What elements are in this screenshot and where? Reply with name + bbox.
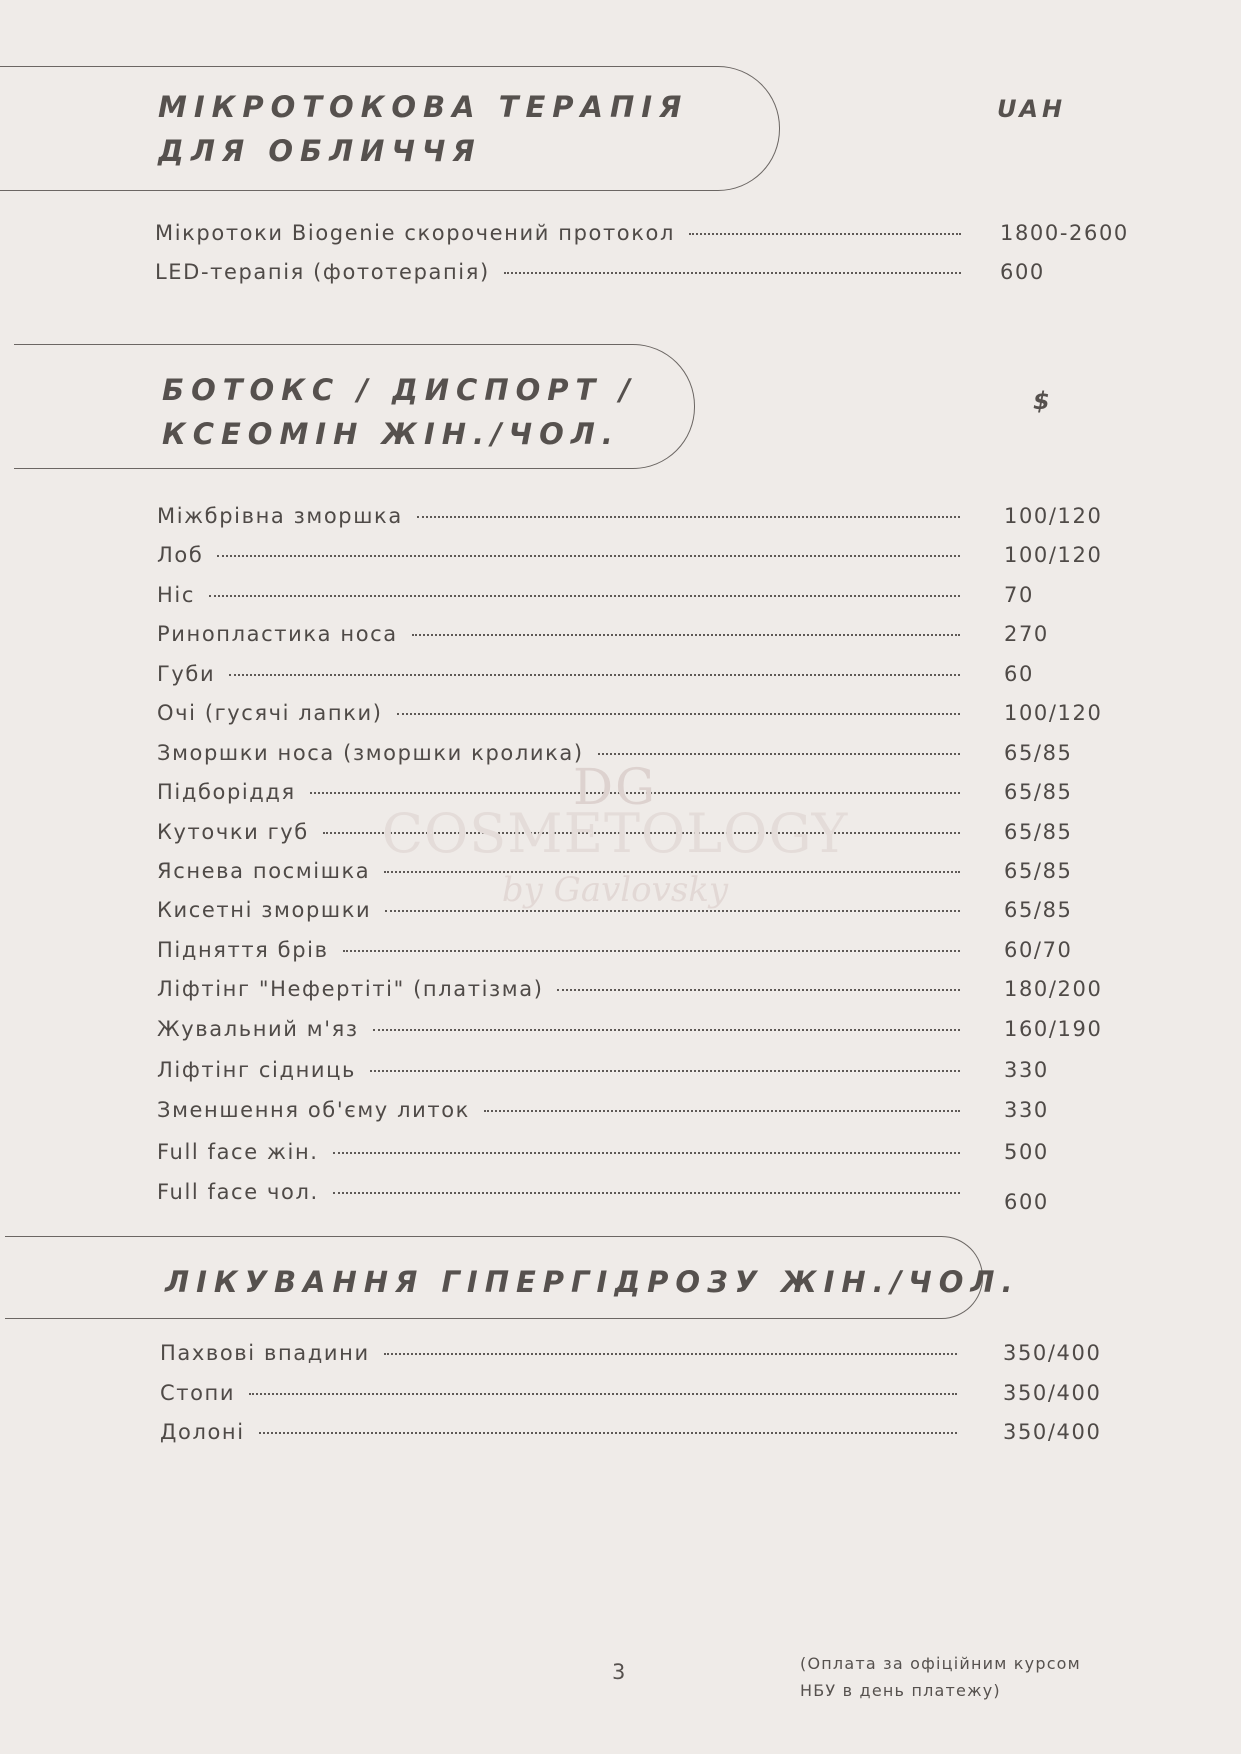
- service-price: 100/120: [1004, 543, 1103, 567]
- watermark-signature: by Gavlovsky: [501, 870, 729, 910]
- price-row: [157, 938, 1137, 968]
- service-name: Міжбрівна зморшка: [157, 504, 403, 528]
- leader-dots: [249, 1393, 957, 1395]
- service-name: Пахвові впадини: [160, 1341, 370, 1365]
- service-price: 500: [1004, 1140, 1049, 1164]
- service-name: Лоб: [157, 543, 204, 567]
- section-1-title-line-1: МІКРОТОКОВА ТЕРАПІЯ: [158, 90, 689, 124]
- service-name: Ринопластика носа: [157, 622, 398, 646]
- service-name: Ліфтінг "Нефертіті" (платізма): [157, 977, 544, 1001]
- section-3-title: [165, 1260, 1019, 1304]
- service-price: 350/400: [1003, 1420, 1102, 1444]
- leader-dots: [259, 1432, 957, 1434]
- service-name: Жувальний м'яз: [157, 1017, 359, 1041]
- watermark-monogram: DG: [572, 758, 658, 816]
- price-row: [157, 1017, 1137, 1047]
- service-price: 330: [1004, 1098, 1049, 1122]
- price-row: [157, 780, 1137, 810]
- price-row: [160, 1341, 1140, 1371]
- section-2-currency: $: [1033, 387, 1054, 415]
- service-price: 60/70: [1004, 938, 1073, 962]
- service-price: 100/120: [1004, 504, 1103, 528]
- leader-dots: [343, 950, 960, 952]
- service-name: LED-терапія (фототерапія): [155, 260, 490, 284]
- service-name: Зменшення об'єму литок: [157, 1098, 470, 1122]
- service-price: 600: [1004, 1190, 1049, 1214]
- service-price: 65/85: [1004, 780, 1073, 804]
- service-name: Підборіддя: [157, 780, 296, 804]
- price-row: [157, 977, 1137, 1007]
- service-name: Стопи: [160, 1381, 236, 1405]
- footnote-line-2: НБУ в день платежу): [800, 1681, 1001, 1700]
- price-row: [160, 1420, 1140, 1450]
- service-price: 350/400: [1003, 1341, 1102, 1365]
- price-row: [160, 1381, 1140, 1411]
- leader-dots: [370, 1070, 960, 1072]
- price-row: [157, 622, 1137, 652]
- service-name: Губи: [157, 662, 216, 686]
- leader-dots: [209, 595, 960, 597]
- service-price: 65/85: [1004, 741, 1073, 765]
- footnote-line-1: (Оплата за офіційним курсом: [800, 1654, 1081, 1673]
- service-name: Ніс: [157, 583, 195, 607]
- section-1-currency: UAH: [997, 95, 1067, 123]
- service-name: Підняття брів: [157, 938, 329, 962]
- price-row: [157, 504, 1137, 534]
- price-row: [157, 820, 1137, 850]
- price-row: [157, 741, 1137, 771]
- leader-dots: [689, 233, 961, 235]
- service-price: 600: [1000, 260, 1045, 284]
- service-price: 70: [1004, 583, 1034, 607]
- service-price: 60: [1004, 662, 1034, 686]
- leader-dots: [333, 1192, 960, 1194]
- service-name: Кисетні зморшки: [157, 898, 372, 922]
- price-row: [157, 1140, 1137, 1170]
- leader-dots: [385, 910, 960, 912]
- leader-dots: [557, 989, 960, 991]
- service-name: Долоні: [160, 1420, 245, 1444]
- leader-dots: [384, 1353, 957, 1355]
- page-number: 3: [612, 1660, 626, 1684]
- leader-dots: [598, 753, 960, 755]
- price-row: [157, 1058, 1137, 1088]
- price-row: [157, 662, 1137, 692]
- leader-dots: [484, 1110, 960, 1112]
- leader-dots: [412, 634, 960, 636]
- leader-dots: [373, 1029, 960, 1031]
- leader-dots: [217, 555, 960, 557]
- service-price: 100/120: [1004, 701, 1103, 725]
- leader-dots: [504, 272, 961, 274]
- leader-dots: [384, 871, 960, 873]
- service-price: 180/200: [1004, 977, 1103, 1001]
- service-price: 65/85: [1004, 898, 1073, 922]
- leader-dots: [310, 792, 960, 794]
- price-row: [157, 898, 1137, 928]
- section-2-title: [162, 368, 637, 456]
- section-3-title-line-1: ЛІКУВАННЯ ГІПЕРГІДРОЗУ ЖІН./ЧОЛ.: [165, 1265, 1020, 1299]
- watermark-name: COSMETOLOGY: [381, 802, 849, 865]
- price-row: [157, 1098, 1137, 1128]
- section-1-title-line-2: ДЛЯ ОБЛИЧЧЯ: [158, 134, 482, 168]
- price-row: [155, 260, 1135, 290]
- price-row: [155, 221, 1135, 251]
- service-name: Куточки губ: [157, 820, 309, 844]
- service-price: 350/400: [1003, 1381, 1102, 1405]
- leader-dots: [229, 674, 960, 676]
- price-row: [157, 1180, 1137, 1214]
- service-price: 160/190: [1004, 1017, 1103, 1041]
- service-name: Full face жін.: [157, 1140, 319, 1164]
- service-name: Мікротоки Biogenie скорочений протокол: [155, 221, 676, 245]
- service-price: 270: [1004, 622, 1049, 646]
- price-row: [157, 701, 1137, 731]
- leader-dots: [397, 713, 960, 715]
- section-1-title: [158, 85, 688, 173]
- service-price: 1800-2600: [1000, 221, 1129, 245]
- service-name: Очі (гусячі лапки): [157, 701, 383, 725]
- leader-dots: [323, 832, 960, 834]
- service-price: 330: [1004, 1058, 1049, 1082]
- leader-dots: [333, 1152, 960, 1154]
- service-price: 65/85: [1004, 859, 1073, 883]
- price-row: [157, 543, 1137, 573]
- service-name: Яснева посмішка: [157, 859, 371, 883]
- price-row: [157, 859, 1137, 889]
- service-name: Ліфтінг сідниць: [157, 1058, 357, 1082]
- service-price: 65/85: [1004, 820, 1073, 844]
- section-2-title-line-1: БОТОКС / ДИСПОРТ /: [162, 373, 637, 407]
- price-row: [157, 583, 1137, 613]
- section-2-title-line-2: КСЕОМІН ЖІН./ЧОЛ.: [162, 417, 620, 451]
- service-name: Full face чол.: [157, 1180, 319, 1204]
- service-name: Зморшки носа (зморшки кролика): [157, 741, 584, 765]
- payment-footnote: [800, 1650, 1081, 1704]
- leader-dots: [417, 516, 960, 518]
